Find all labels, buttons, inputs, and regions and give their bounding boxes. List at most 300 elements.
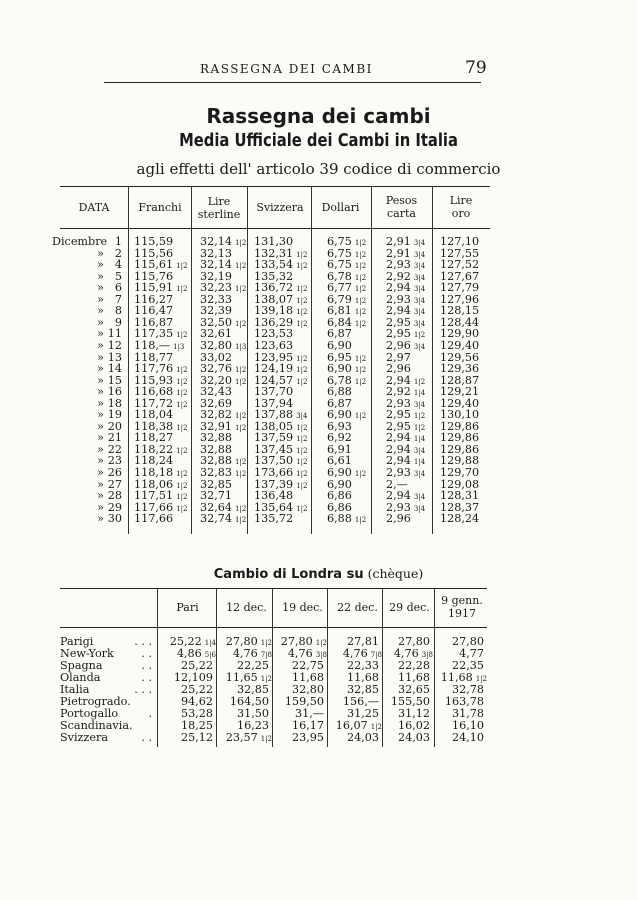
cell-sterline-fraction: 1|2 (235, 319, 247, 328)
cell-oro-value: 128,44 (440, 315, 480, 329)
cell-9genn-value: 4,77 (459, 647, 484, 660)
cell-svizzera-value: 124,19 (254, 362, 294, 376)
cell-franchi (134, 513, 190, 526)
cell-pari-fraction: 1|4 (204, 639, 216, 647)
cell-oro-value: 127,79 (440, 281, 480, 295)
cell-svizzera-fraction: 1|2 (296, 458, 308, 467)
cell-franchi-fraction: 1|2 (176, 389, 188, 398)
cell-pesos-value: 2,94 (386, 454, 411, 468)
table2-header-19dec: 19 dec. (282, 601, 323, 614)
cell-sterline-fraction: 1|2 (235, 423, 247, 432)
cell-9genn-value: 24,10 (451, 731, 484, 744)
cell-franchi-value: 118,77 (134, 350, 174, 364)
table2-row (0, 672, 637, 683)
cell-oro-value: 129,56 (440, 350, 480, 364)
table1-row (0, 386, 637, 397)
table1-header-sterline (194, 195, 244, 221)
cell-12dec-fraction: 1|2 (260, 735, 272, 743)
cell-franchi-fraction: 1|2 (176, 446, 188, 455)
cell-19dec-value: 27,80 (280, 635, 313, 648)
cell-dollari-value: 6,90 (327, 338, 352, 352)
cell-franchi-fraction: 1|2 (176, 493, 188, 502)
cell-day-value: 1 (114, 235, 122, 248)
cell-19dec-value: 22,75 (291, 659, 324, 672)
cell-day-value: 30 (107, 512, 122, 526)
cell-country-value: Spagna (60, 659, 103, 672)
cell-12dec (217, 732, 272, 745)
cell-sterline-fraction: 1|2 (235, 377, 247, 386)
cell-dollari-value: 6,90 (327, 408, 352, 422)
cell-day-value: 7 (114, 292, 122, 306)
cell-month-value: » (97, 385, 104, 399)
cell-sterline-value: 32,88 (200, 454, 233, 468)
table2-row (0, 684, 637, 695)
table2-row (0, 648, 637, 659)
cell-pesos-fraction: 1|4 (413, 435, 426, 444)
cell-day-value: 15 (107, 373, 122, 387)
cell-country-value: Svizzera (60, 731, 108, 744)
cell-pesos-fraction: 3|4 (413, 400, 426, 409)
cell-month-value: » (97, 442, 104, 456)
cell-12dec-value: 32,85 (236, 683, 269, 696)
cell-oro-value: 130,10 (440, 408, 480, 422)
cell-oro-value: 129,86 (440, 431, 480, 445)
cell-month-value: » (97, 431, 104, 445)
table2-header-22dec: 22 dec. (337, 601, 378, 614)
cell-day-value: 16 (107, 385, 122, 399)
cell-sterline-value: 32,83 (200, 466, 233, 479)
cell-svizzera-value: 136,48 (254, 489, 294, 503)
cell-pesos-value: 2,93 (386, 258, 411, 272)
cell-franchi-value: 116,47 (134, 304, 174, 318)
cell-pesos-fraction: 3|4 (413, 239, 426, 247)
cell-dollari-fraction: 1|2 (354, 273, 367, 282)
cell-dollari-value: 6,77 (327, 281, 352, 295)
table2-title (0, 566, 637, 582)
cell-svizzera-value: 137,94 (254, 396, 294, 410)
cell-dollari-value: 6,90 (327, 477, 352, 491)
cell-oro-value: 129,08 (440, 477, 480, 491)
cell-dollari-fraction: 1|2 (354, 239, 367, 247)
table1-row (0, 259, 637, 270)
cell-sterline-fraction: 1|2 (235, 262, 247, 271)
cell-day-value: 13 (107, 350, 122, 364)
cell-sterline-fraction: 1|2 (235, 366, 247, 375)
cell-pari-value: 4,86 (176, 647, 202, 660)
cell-22dec-value: 22,33 (346, 659, 379, 672)
cell-franchi-value: 117,76 (134, 362, 174, 376)
cell-svizzera-value: 173,66 (254, 466, 294, 479)
running-head: RASSEGNA DEI CAMBI (200, 62, 373, 76)
cell-pesos-value: 2,— (386, 477, 408, 491)
table2-header-9genn-2: 1917 (448, 607, 476, 620)
cell-12dec-value: 23,57 (225, 731, 258, 744)
cell-oro-value: 127,52 (440, 258, 480, 272)
cell-pesos-value: 2,94 (386, 304, 411, 318)
cell-day-value: 18 (107, 396, 122, 410)
cell-month-value: » (97, 408, 104, 422)
cell-svizzera-value: 137,45 (254, 442, 294, 456)
cell-month-value: » (97, 477, 104, 491)
cell-sterline-fraction: 1|2 (235, 458, 247, 467)
cell-oro-value: 129,90 (440, 327, 480, 341)
cell-pari-value: 53,28 (180, 707, 213, 720)
table1-header-oro-1: Lire (449, 194, 473, 207)
cell-19dec-value: 11,68 (291, 671, 324, 684)
cell-country (60, 719, 133, 732)
cell-country-value: Parigi (60, 635, 94, 648)
cell-sterline-value: 32,50 (200, 315, 233, 329)
cell-day-value: 26 (107, 466, 122, 479)
cell-svizzera-value: 124,57 (254, 373, 294, 387)
cell-9genn-value: 32,78 (451, 683, 484, 696)
cell-22dec-value: 27,81 (346, 635, 379, 648)
table1-row (0, 352, 637, 363)
cell-pesos-value: 2,95 (386, 408, 411, 422)
cell-pari-value: 25,22 (180, 683, 213, 696)
cell-franchi-value: 116,27 (134, 292, 174, 306)
cell-country-value: Pietrogrado. (60, 695, 131, 708)
cell-svizzera-value: 137,70 (254, 385, 294, 399)
cell-dollari-value: 6,84 (327, 315, 352, 329)
cell-dollari-fraction: 1|2 (354, 262, 367, 271)
cell-day-value: 2 (114, 246, 122, 260)
cell-dots (112, 684, 152, 695)
cell-9genn-value: 16,10 (451, 719, 484, 732)
cell-dollari-value: 6,92 (327, 431, 352, 445)
cell-svizzera-fraction: 1|2 (296, 285, 308, 294)
cell-dollari-fraction: 1|2 (354, 319, 367, 328)
page-subtitle: Media Ufficiale dei Cambi in Italia (179, 130, 458, 151)
cell-pesos-value: 2,95 (386, 419, 411, 433)
cell-oro-value: 129,40 (440, 338, 480, 352)
cell-9genn-value: 27,80 (451, 635, 484, 648)
table1-row (0, 236, 637, 247)
cell-pesos-fraction: 1|4 (413, 458, 426, 467)
cell-pesos-fraction: 3|4 (413, 308, 426, 317)
cell-sterline-fraction: 1|2 (235, 470, 247, 478)
cell-svizzera-fraction: 1|2 (296, 481, 308, 490)
cell-pesos-value: 2,92 (386, 385, 411, 399)
cell-oro-value: 128,37 (440, 500, 480, 514)
table1-row (0, 409, 637, 420)
cell-oro-value: 129,86 (440, 419, 480, 433)
cell-svizzera-fraction: 1|2 (296, 423, 308, 432)
cell-dollari-value: 6,91 (327, 442, 352, 456)
cell-sterline-value: 32,43 (200, 385, 233, 399)
page-subtitle-2: agli effetti dell' articolo 39 codice di commercio (136, 160, 501, 178)
cell-dots-value: . . . (134, 683, 152, 696)
table2-row (0, 732, 637, 743)
cell-22dec-fraction: 1|2 (370, 723, 382, 731)
cell-pesos-fraction: 3|4 (413, 273, 426, 282)
cell-19dec-fraction: 1|2 (315, 639, 327, 647)
cell-29dec-value: 4,76 (393, 647, 419, 660)
cell-month (52, 513, 104, 524)
cell-19dec-value: 23,95 (291, 731, 324, 744)
cell-day-value: 29 (107, 500, 122, 514)
cell-pesos-value: 2,93 (386, 292, 411, 306)
cell-month-value: » (97, 315, 104, 329)
cell-sterline-value: 32,14 (200, 235, 233, 248)
cell-svizzera-value: 135,64 (254, 500, 294, 514)
cell-franchi-fraction: 1|2 (176, 377, 188, 386)
cell-pari-value: 12,109 (173, 671, 213, 684)
cell-month-value: » (97, 512, 104, 526)
cell-svizzera-value: 135,32 (254, 269, 294, 283)
table1-header-dollari: Dollari (321, 201, 360, 214)
table1-header-oro (436, 194, 486, 220)
cell-franchi-value: 115,61 (134, 258, 174, 272)
cell-country-value: Olanda (60, 671, 101, 684)
cell-dollari-value: 6,87 (327, 327, 352, 341)
cell-22dec-value: 11,68 (346, 671, 379, 684)
cell-month-value: » (97, 489, 104, 503)
cell-dollari-value: 6,90 (327, 362, 352, 376)
table2-row (0, 720, 637, 731)
cell-sterline-value: 32,20 (200, 373, 233, 387)
table1-row (0, 444, 637, 455)
cell-pari-value: 25,12 (180, 731, 213, 744)
cell-22dec-value: 31,25 (346, 707, 379, 720)
cell-franchi-value: 118,38 (134, 419, 174, 433)
cell-9genn (435, 732, 487, 745)
table2-row (0, 708, 637, 719)
cell-pesos-fraction: 3|4 (413, 342, 426, 351)
cell-sterline-fraction: 1|2 (235, 285, 247, 294)
cell-month-value: » (97, 454, 104, 468)
cell-29dec-value: 22,28 (397, 659, 430, 672)
cell-pesos-fraction: 3|4 (413, 446, 426, 455)
cell-dots (112, 648, 152, 659)
cell-oro-value: 127,67 (440, 269, 480, 283)
cell-sterline-value: 32,14 (200, 258, 233, 272)
cell-pesos-fraction: 1|4 (413, 389, 426, 398)
cell-oro-value: 129,88 (440, 454, 480, 468)
cell-pesos-fraction: 3|4 (413, 319, 426, 328)
table2-header-29dec: 29 dec. (389, 601, 430, 614)
cell-sterline-value: 32,82 (200, 408, 233, 422)
page-title: Rassegna dei cambi (206, 104, 431, 128)
cell-pesos-fraction: 1|2 (413, 331, 426, 340)
cell-svizzera-value: 137,59 (254, 431, 294, 445)
cell-franchi-value: 116,68 (134, 385, 174, 399)
cell-sterline-value: 32,76 (200, 362, 233, 376)
table1-row (0, 248, 637, 259)
table1-header-data: DATA (78, 201, 110, 214)
header-rule (104, 82, 481, 83)
cell-dollari-fraction: 1|2 (354, 354, 367, 363)
cell-dollari-value: 6,95 (327, 350, 352, 364)
cell-12dec-fraction: 7|8 (260, 651, 272, 659)
table1-row (0, 455, 637, 466)
cell-pesos-value: 2,94 (386, 442, 411, 456)
cell-svizzera-value: 136,72 (254, 281, 294, 295)
cell-dollari-fraction: 1|2 (354, 412, 367, 421)
cell-oro-value: 127,10 (440, 235, 480, 248)
cell-dollari-value: 6,93 (327, 419, 352, 433)
cell-month-value: Dicembre (52, 235, 108, 248)
cell-franchi-value: 117,51 (134, 489, 174, 503)
cell-day (104, 513, 122, 524)
cell-franchi-value: 115,76 (134, 269, 174, 283)
cell-sterline-value: 32,91 (200, 419, 233, 433)
cell-sterline-fraction: 1|2 (235, 504, 247, 513)
cell-oro-value: 127,96 (440, 292, 480, 306)
cell-pesos-value: 2,94 (386, 431, 411, 445)
cell-dollari-value: 6,75 (327, 258, 352, 272)
cell-day-value: 12 (107, 338, 122, 352)
cell-12dec-value: 16,23 (236, 719, 269, 732)
table1-row (0, 271, 637, 282)
cell-pesos-fraction: 3|4 (413, 285, 426, 294)
cell-svizzera-fraction: 1|2 (296, 262, 308, 271)
table2-header-9genn (436, 594, 488, 620)
cell-franchi-value: 115,59 (134, 235, 174, 248)
cell-franchi-value: 118,— (134, 338, 171, 352)
cell-oro-value: 129,21 (440, 385, 480, 399)
cell-franchi-fraction: 1|2 (176, 504, 188, 513)
cell-day-value: 21 (107, 431, 122, 445)
cell-sterline-value: 32,88 (200, 442, 233, 456)
cell-svizzera-value: 137,39 (254, 477, 294, 491)
table2-row (0, 660, 637, 671)
cell-pesos-value: 2,96 (386, 512, 411, 526)
cell-month-value: » (97, 362, 104, 376)
cell-9genn-fraction: 1|2 (475, 675, 487, 683)
cell-dollari-value: 6,75 (327, 235, 352, 248)
cell-29dec-value: 31,12 (397, 707, 430, 720)
cell-29dec-value: 155,50 (390, 695, 430, 708)
cell-pesos-fraction: 1|2 (413, 412, 426, 421)
table1-row (0, 490, 637, 501)
cell-svizzera-value: 133,54 (254, 258, 294, 272)
table1-top-rule (60, 186, 490, 187)
cell-svizzera-value: 132,31 (254, 246, 294, 260)
cell-oro-value: 128,15 (440, 304, 480, 318)
cell-sterline-value: 32,64 (200, 500, 233, 514)
cell-12dec-fraction: 1|2 (260, 675, 272, 683)
cell-sterline-value: 32,23 (200, 281, 233, 295)
cell-svizzera-fraction: 1|2 (296, 319, 308, 328)
cell-dollari-value: 6,90 (327, 466, 352, 479)
table1-header-pesos (374, 194, 429, 220)
cell-franchi-value: 117,72 (134, 396, 174, 410)
cell-sterline-value: 32,19 (200, 269, 233, 283)
cell-franchi-value: 118,18 (134, 466, 174, 479)
cell-franchi-fraction: 1|2 (176, 366, 188, 375)
cell-svizzera-value: 138,07 (254, 292, 294, 306)
table1-row (0, 363, 637, 374)
cell-month-value: » (97, 304, 104, 318)
cell-dots (112, 672, 152, 683)
table1-header-pesos-1: Pesos (385, 194, 418, 207)
table1-header-oro-2: oro (451, 207, 471, 220)
cell-day-value: 11 (107, 327, 122, 341)
cell-svizzera-value: 137,50 (254, 454, 294, 468)
cell-pesos-value: 2,97 (386, 350, 411, 364)
cell-22dec-value: 16,07 (335, 719, 368, 732)
cell-12dec-value: 27,80 (225, 635, 258, 648)
cell-12dec-value: 4,76 (232, 647, 258, 660)
cell-month-value: » (97, 269, 104, 283)
table2-header-12dec: 12 dec. (226, 601, 267, 614)
cell-franchi-value: 118,22 (134, 442, 174, 456)
cell-dollari-value: 6,81 (327, 304, 352, 318)
cell-29dec-fraction: 3|8 (421, 651, 433, 659)
cell-dollari-value: 6,78 (327, 269, 352, 283)
cell-pesos-value: 2,94 (386, 281, 411, 295)
cell-19dec-value: 4,76 (287, 647, 313, 660)
cell-oro-value: 128,24 (440, 512, 480, 526)
cell-9genn-value: 11,68 (440, 671, 473, 684)
cell-franchi-value: 118,06 (134, 477, 174, 491)
cell-oro-value: 127,55 (440, 246, 480, 260)
table1-row (0, 375, 637, 386)
table2-title-rest: (chèque) (367, 566, 424, 581)
cell-pesos-value: 2,96 (386, 362, 411, 376)
cell-month-value: » (97, 350, 104, 364)
cell-svizzera-fraction: 1|2 (296, 366, 308, 375)
cell-pesos (386, 513, 432, 526)
cell-pari-value: 18,25 (180, 719, 213, 732)
cell-month-value: » (97, 281, 104, 295)
cell-country-value: Scandinavia. (60, 719, 133, 732)
cell-oro-value: 128,31 (440, 489, 480, 503)
cell-dollari-fraction: 1|2 (354, 377, 367, 386)
cell-12dec-value: 164,50 (229, 695, 269, 708)
cell-month-value: » (97, 500, 104, 514)
cell-sterline-value: 32,88 (200, 431, 233, 445)
cell-22dec-value: 24,03 (346, 731, 379, 744)
cell-day-value: 9 (114, 315, 122, 329)
cell-franchi-value: 115,91 (134, 281, 174, 295)
cell-pesos-fraction: 1|2 (413, 377, 426, 386)
cell-29dec (383, 732, 433, 745)
cell-29dec-value: 16,02 (397, 719, 430, 732)
cell-12dec-value: 22,25 (236, 659, 269, 672)
cell-dollari-fraction: 1|2 (354, 366, 367, 375)
cell-svizzera-fraction: 1|2 (296, 250, 308, 259)
cell-country-value: Portogallo (60, 707, 119, 720)
cell-svizzera (254, 513, 312, 526)
cell-country (60, 695, 131, 708)
cell-29dec-value: 24,03 (397, 731, 430, 744)
cell-pesos-value: 2,93 (386, 500, 411, 514)
cell-22dec (328, 732, 382, 745)
cell-19dec-value: 16,17 (291, 719, 324, 732)
cell-19dec-value: 31,— (295, 707, 324, 720)
cell-oro-value: 129,70 (440, 466, 480, 479)
cell-22dec-value: 32,85 (346, 683, 379, 696)
cell-pesos-value: 2,91 (386, 235, 411, 248)
cell-svizzera-fraction: 1|2 (296, 470, 308, 478)
cell-pari-value: 25,22 (180, 659, 213, 672)
table1-row (0, 479, 637, 490)
cell-19dec-value: 32,80 (291, 683, 324, 696)
cell-dollari-value: 6,79 (327, 292, 352, 306)
cell-country-value: Italia (60, 683, 90, 696)
cell-oro-value: 128,87 (440, 373, 480, 387)
cell-dots-value: . . (141, 659, 152, 672)
cell-dollari-fraction: 1|2 (354, 296, 367, 305)
cell-sterline-fraction: 1|2 (235, 516, 247, 525)
cell-19dec-value: 159,50 (284, 695, 324, 708)
cell-29dec-value: 32,65 (397, 683, 430, 696)
cell-svizzera-fraction: 1|2 (296, 354, 308, 363)
cell-franchi-value: 118,04 (134, 408, 174, 422)
cell-svizzera-value: 136,29 (254, 315, 294, 329)
